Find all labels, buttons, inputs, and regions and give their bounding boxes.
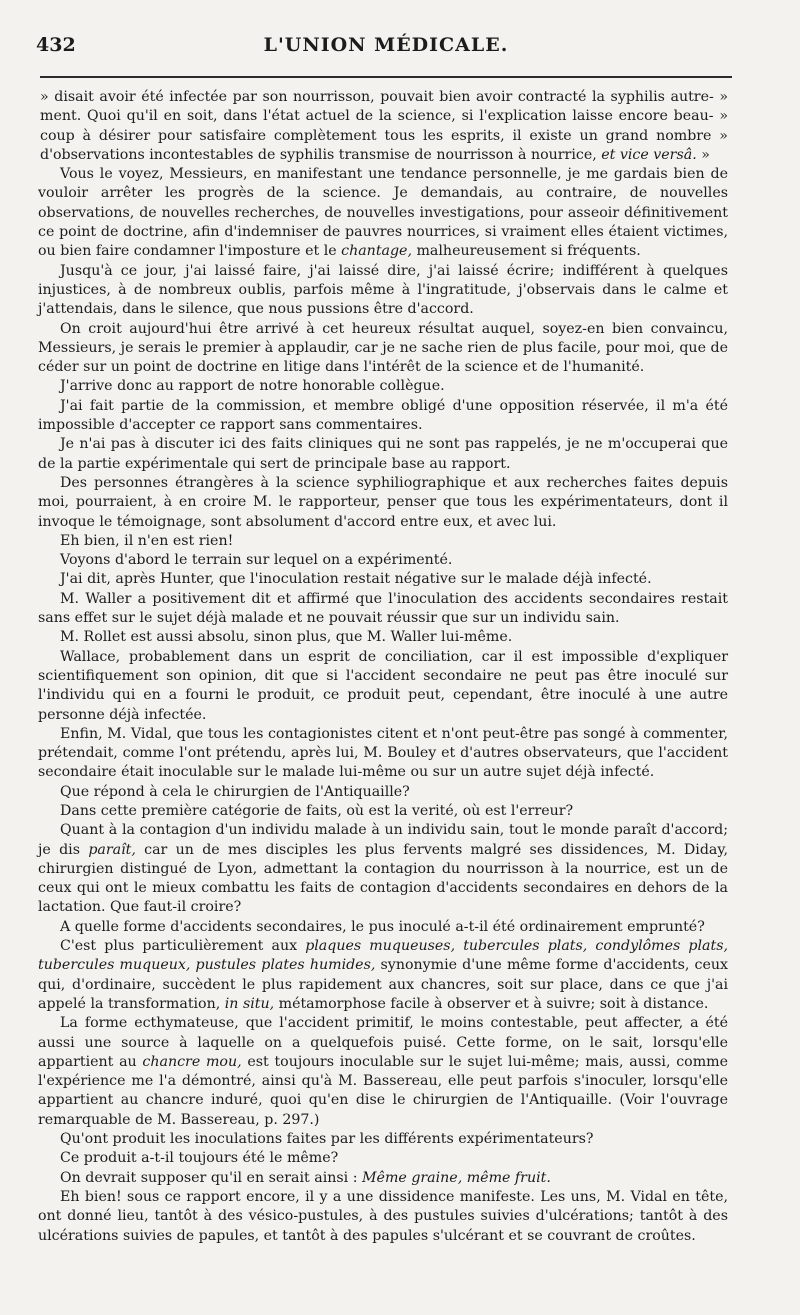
paragraph — [38, 802, 728, 821]
paragraph — [38, 590, 728, 629]
text-segment: Dans cette première catégorie de faits, où est la verité, où est l'erreur? — [60, 802, 574, 819]
paragraph — [38, 532, 728, 551]
text-segment: J'ai dit, après Hunter, que l'inoculation restait négative sur le malade déjà infecté. — [60, 571, 652, 588]
paragraph — [38, 648, 728, 725]
text-segment: » — [696, 146, 710, 163]
text-segment: Enfin, M. Vidal, que tous les contagionistes citent et n'ont peut-être pas songé à commenter, prétendait, comme l'ont prétendu, après lui, M. Bouley et d'autres observateurs, que l'accident secondaire était inoculable sur le malade lui-même ou sur un autre sujet déjà infecté. — [38, 725, 728, 781]
paragraph — [38, 88, 728, 165]
paragraph — [38, 628, 728, 647]
text-segment: car un de mes disciples les plus fervents malgré ses dissidences, M. Diday, chirurgien distingué de Lyon, admettant la contagion du nourrisson à la nourrice, est un de ceux qui ont le mieux combattu les faits de contagion d'accidents secondaires en dehors de la lactation. Que faut-il croire? — [38, 841, 728, 916]
text-segment: C'est plus particulièrement aux — [60, 938, 306, 955]
text-segment: A quelle forme d'accidents secondaires, le pus inoculé a-t-il été ordinairement emprunté? — [60, 918, 705, 935]
text-segment: est toujours inoculable sur le sujet lui-même; mais, aussi, comme l'expérience me l'a démontré, ainsi qu'à M. Bassereau, elle peut parfois s'inoculer, lorsqu'elle appartient au chancre induré, quoi qu'en dise le chirurgien de l'Antiquaille. (Voir l'ouvrage remarquable de M. Bassereau, p. 297.) — [38, 1053, 728, 1128]
italic-text: Même graine, même fruit. — [362, 1169, 551, 1186]
text-segment: synonymie d'une même forme d'accidents, ceux qui, d'ordinaire, succèdent le plus rapidement aux chancres, soit sur place, dans ce que j'ai appelé la transformation, — [38, 957, 728, 1012]
paragraph — [38, 397, 728, 436]
paragraph — [38, 262, 728, 320]
paragraph — [38, 165, 728, 261]
text-segment: malheureusement si fréquents. — [411, 243, 641, 260]
paragraph — [38, 783, 728, 802]
paragraph — [38, 1149, 728, 1168]
italic-text: chancre mou, — [142, 1053, 242, 1070]
text-segment: M. Waller a positivement dit et affirmé que l'inoculation des accidents secondaires restait sans effet sur le sujet déjà malade et ne pouvait réussir que sur un individu sain. — [38, 590, 728, 627]
text-segment: Des personnes étrangères à la science syphiliographique et aux recherches faites depuis moi, pourraient, à en croire M. le rapporteur, penser que tous les expérimentateurs, dont il invoque le témoignage, sont absolument d'accord entre eux, et avec lui. — [38, 474, 728, 530]
paragraph — [38, 551, 728, 570]
text-segment: Que répond à cela le chirurgien de l'Antiquaille? — [60, 783, 410, 800]
text-segment: J'arrive donc au rapport de notre honorable collègue. — [60, 378, 445, 395]
paragraph — [38, 1169, 728, 1188]
text-segment: Quant à la contagion d'un individu malade à un individu sain, tout le monde paraît d'accord; je dis — [38, 822, 728, 858]
paragraph — [38, 1014, 728, 1130]
text-segment: Eh bien! sous ce rapport encore, il y a une dissidence manifeste. Les uns, M. Vidal en tête, ont donné lieu, tantôt à des vésico-pustules, à des pustules suivies d'ulcérations; tantôt à des ulcérations suivies de papules, et tantôt à des papules s'ulcérant et se couvrant de croûtes. — [38, 1188, 728, 1244]
italic-text: chantage, — [341, 243, 412, 260]
text-segment: » disait avoir été infectée par son nourrisson, pouvait bien avoir contracté la syphilis autre- » ment. Quoi qu'il en soit, dans l'état actuel de la science, si l'explication laisse encore beau- » coup à désirer pour satisfaire complètement tous les esprits, il existe un grand nombre » d'observations incontestables de syphilis transmise de nourrisson à nourrice, — [40, 89, 728, 163]
text-segment: Je n'ai pas à discuter ici des faits cliniques qui ne sont pas rappelés, je ne m'occuperai que de la partie expérimentale qui sert de principale base au rapport. — [38, 436, 728, 472]
italic-text: in situ, — [224, 995, 275, 1012]
body-text — [38, 88, 728, 1246]
text-segment: métamorphose facile à observer et à suivre; soit à distance. — [274, 995, 709, 1012]
paragraph — [38, 1130, 728, 1149]
paragraph — [38, 435, 728, 474]
italic-text: paraît, — [88, 841, 136, 858]
paragraph — [38, 320, 728, 378]
paragraph — [38, 821, 728, 917]
text-segment: M. Rollet est aussi absolu, sinon plus, que M. Waller lui-même. — [60, 629, 513, 646]
text-segment: On devrait supposer qu'il en serait ainsi : — [60, 1169, 363, 1186]
page-number: 432 — [36, 34, 76, 56]
text-segment: Voyons d'abord le terrain sur lequel on a expérimenté. — [60, 552, 453, 569]
text-segment: Jusqu'à ce jour, j'ai laissé faire, j'ai laissé dire, j'ai laissé écrire; indifférent à quelques injustices, à de nombreux oublis, parfois même à l'ingratitude, j'observais dans le calme et j'attendais, dans le silence, que nous pussions être d'accord. — [38, 262, 728, 318]
running-title: L'UNION MÉDICALE. — [263, 34, 509, 56]
text-segment: Eh bien, il n'en est rien! — [60, 532, 234, 549]
text-segment: Qu'ont produit les inoculations faites par les différents expérimentateurs? — [60, 1131, 594, 1148]
paragraph — [38, 937, 728, 1014]
text-segment: Vous le voyez, Messieurs, en manifestant une tendance personnelle, je me gardais bien de vouloir arrêter les progrès de la science. Je demandais, au contraire, de nouvelles observations, de nouvelles recherches, de nouvelles investigations, pour asseoir définitivement ce point de doctrine, afin d'indemniser de pauvres nourrices, si vraiment elles étaient victimes, ou bien faire condamner l'imposture et le — [38, 166, 728, 260]
paragraph — [38, 474, 728, 532]
page-header — [36, 34, 736, 64]
text-segment: On croit aujourd'hui être arrivé à cet heureux résultat auquel, soyez-en bien convaincu, Messieurs, je serais le premier à applaudir, car je ne sache rien de plus facile, pour moi, que de céder sur un point de doctrine en litige dans l'intérêt de la science et de l'humanité. — [38, 320, 728, 376]
text-segment: La forme ecthymateuse, que l'accident primitif, le moins contestable, peut affecter, a été aussi une source à laquelle on a quelquefois puisé. Cette forme, on le sait, lorsqu'elle appartient au — [38, 1015, 728, 1070]
text-segment: J'ai fait partie de la commission, et membre obligé d'une opposition réservée, il m'a été impossible d'accepter ce rapport sans commentaires. — [38, 397, 728, 434]
italic-text: et vice versâ. — [601, 146, 697, 163]
text-segment: Wallace, probablement dans un esprit de conciliation, car il est impossible d'expliquer scientifiquement son opinion, dit que si l'accident secondaire ne peut pas être inoculé sur l'individu qui en a fourni le produit, ce produit peut, cependant, être inoculé à une autre personne déjà infectée. — [38, 648, 728, 723]
paragraph — [38, 725, 728, 783]
text-segment: Ce produit a-t-il toujours été le même? — [60, 1150, 339, 1167]
italic-text: plaques muqueuses, tubercules plats, condylômes plats, tubercules muqueux, pustules plates humides, — [38, 938, 728, 974]
paragraph — [38, 918, 728, 937]
paragraph — [38, 1188, 728, 1246]
paragraph — [38, 570, 728, 589]
paragraph — [38, 377, 728, 396]
header-rule — [40, 76, 732, 78]
